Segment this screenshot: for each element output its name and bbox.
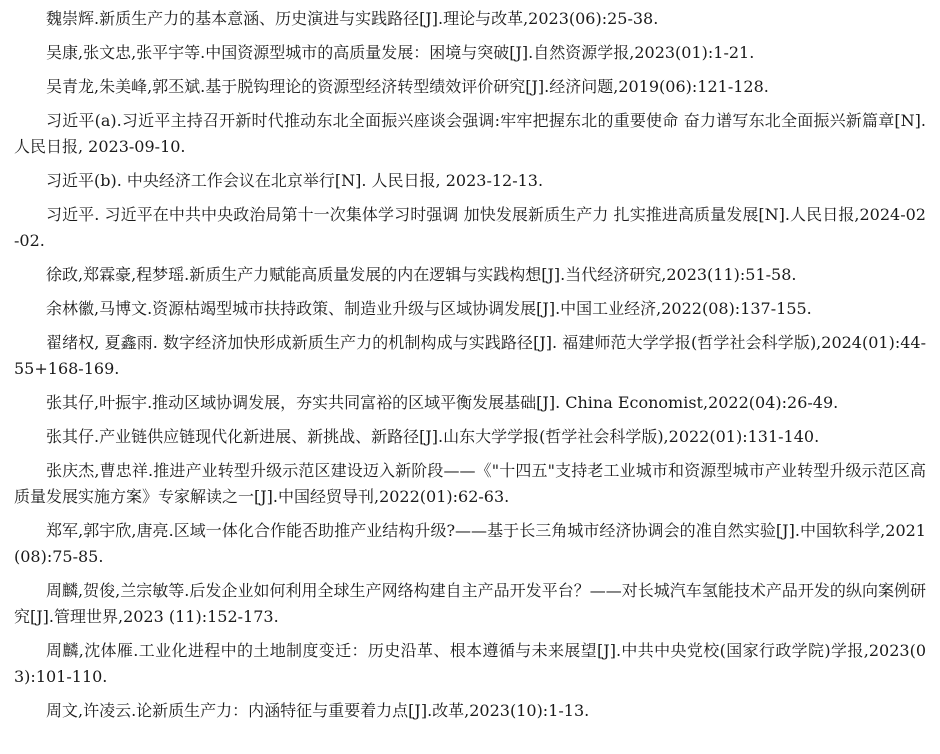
reference-item: 习近平. 习近平在中共中央政治局第十一次集体学习时强调 加快发展新质生产力 扎实推进高质量发展[N].人民日报,2024-02-02. [14,205,926,250]
reference-item: 周麟,贺俊,兰宗敏等.后发企业如何利用全球生产网络构建自主产品开发平台？——对长城汽车氢能技术产品开发的纵向案例研究[J].管理世界,2023 (11):152-173. [14,581,926,626]
reference-item: 习近平(a).习近平主持召开新时代推动东北全面振兴座谈会强调:牢牢把握东北的重要使命 奋力谱写东北全面振兴新篇章[N].人民日报, 2023-09-10. [14,111,926,156]
reference-item: 吴康,张文忠,张平宇等.中国资源型城市的高质量发展：困境与突破[J].自然资源学报,2023(01):1-21. [46,43,755,62]
reference-item: 周文,许凌云.论新质生产力：内涵特征与重要着力点[J].改革,2023(10):1-13. [46,701,590,720]
reference-item: 张其仔,叶振宇.推动区域协调发展，夯实共同富裕的区域平衡发展基础[J]. China Economist,2022(04):26-49. [46,393,839,412]
reference-item: 张庆杰,曹忠祥.推进产业转型升级示范区建设迈入新阶段——《"十四五"支持老工业城市和资源型城市产业转型升级示范区高质量发展实施方案》专家解读之一[J].中国经贸导刊,2022(01):62-63. [14,461,926,506]
reference-item: 魏崇辉.新质生产力的基本意涵、历史演进与实践路径[J].理论与改革,2023(06):25-38. [46,9,659,28]
reference-item: 郑军,郭宇欣,唐亮.区域一体化合作能否助推产业结构升级?——基于长三角城市经济协调会的准自然实验[J].中国软科学,2021(08):75-85. [14,521,926,566]
reference-item: 余林徽,马博文.资源枯竭型城市扶持政策、制造业升级与区域协调发展[J].中国工业经济,2022(08):137-155. [46,299,812,318]
reference-item: 吴青龙,朱美峰,郭丕斌.基于脱钩理论的资源型经济转型绩效评价研究[J].经济问题,2019(06):121-128. [46,77,769,96]
reference-item: 周麟,沈体雁.工业化进程中的土地制度变迁：历史沿革、根本遵循与未来展望[J].中共中央党校(国家行政学院)学报,2023(03):101-110. [14,641,926,686]
reference-item: 张其仔.产业链供应链现代化新进展、新挑战、新路径[J].山东大学学报(哲学社会科学版),2022(01):131-140. [46,427,820,446]
reference-list [14,6,926,724]
reference-item: 翟绪权, 夏鑫雨. 数字经济加快形成新质生产力的机制构成与实践路径[J]. 福建师范大学学报(哲学社会科学版),2024(01):44-55+168-169. [14,333,926,378]
reference-item: 习近平(b). 中央经济工作会议在北京举行[N]. 人民日报, 2023-12-13. [46,171,544,190]
reference-item: 徐政,郑霖豪,程梦瑶.新质生产力赋能高质量发展的内在逻辑与实践构想[J].当代经济研究,2023(11):51-58. [46,265,797,284]
